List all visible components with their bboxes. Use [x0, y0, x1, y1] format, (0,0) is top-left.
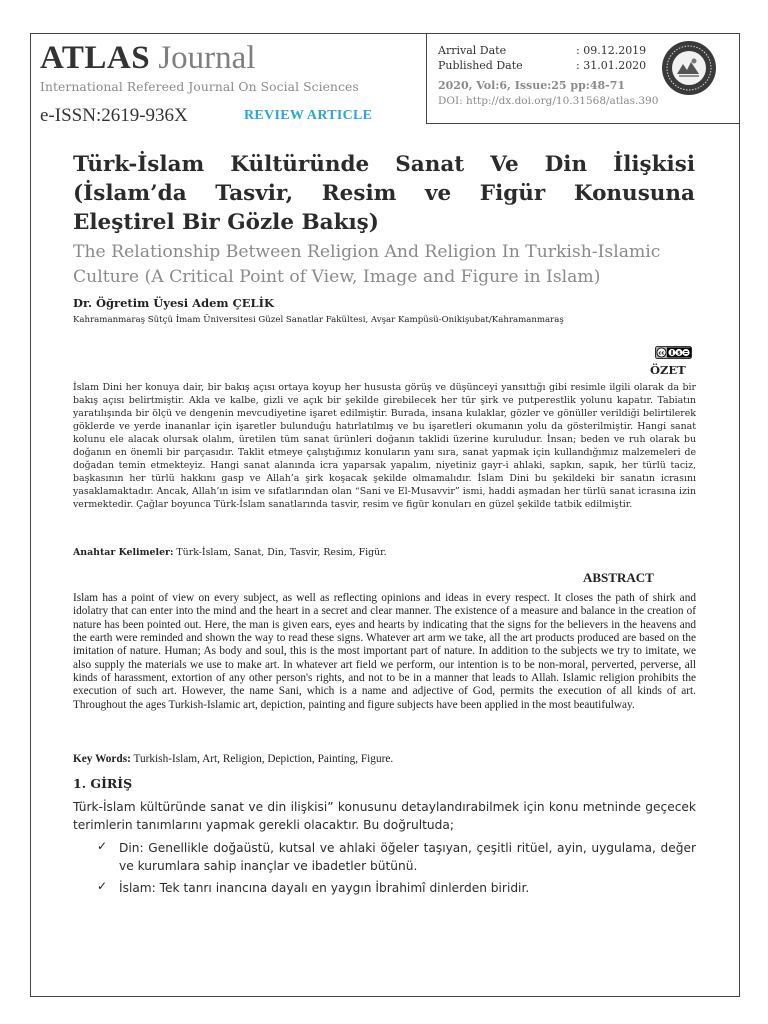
volume-line: 2020, Vol:6, Issue:25 pp:48-71: [438, 79, 626, 92]
article-title-english: The Relationship Between Religion And Religion In Turkish-Islamic Culture (A Critical Point of View, Image and Figure in Islam): [73, 242, 661, 287]
article-title: Türk-İslam Kültüründe Sanat Ve Din İlişkisi (İslam’da Tasvir, Resim ve Figür Konusuna Eleştirel Bir Gözle Bakış): [73, 152, 695, 235]
journal-word: Journal: [158, 40, 256, 76]
arrival-date-label: Arrival Date: [438, 44, 507, 57]
section-heading: 1. GİRİŞ: [73, 776, 133, 791]
ozet-text: İslam Dini her konuya dair, bir bakış açısı ortaya koyup her hususta görüş ve düşünceyi yansıttığı gibi resimle ilgili olarak da bir bakış açısı belirtmiştir. Akla ve kalbe, gizli ve açık bir şekilde girebilecek her tür şirk ve putperestlik yolunu kapatır. Tabiatın yaratılışında bir ölçü ve dengenin mevcudiyetine işaret edilmiştir. Burada, insana kulaklar, gözler ve gönüller verildiği belirtilerek göklerde ve yerde inananlar için işaretler bulunduğu hatırlatılmış ve bu işaretleri okumanın yolu da gösterilmiştir. Hangi sanat kolunu ele alacak olursak olalım, üretilen tüm sanat ürünleri doğanın taklidi üzerine kuruludur. İnsan; beden ve ruh olarak bu doğanın en önemli bir parçasıdır. Taklit etmeye çalıştığımız konuların yanı sıra, sanat yapmak için kullandığımız malzemeleri de doğadan temin etmekteyiz. Hangi sanat alanında icra yaparsak yapalım, niyetiniz gayr-i ahlaki, sapkın, sapık, her türlü taciz, başkasının her türlü hakkını gasp ve Allah’a şirk koşacak şekilde olmamalıdır. İslam Dini bu şekildeki bir sanatın icrasını yasaklamaktadır. Ancak, Allah’ın isim ve sıfatlarından olan “Sani ve El-Musavvir” ismi, haddi aşmadan her türlü sanat icrasına izin vermektedir. Çağlar boyunca Türk-İslam sanatlarında tasvir, resim ve figür konuları en güzel şekilde tatbik edilmiştir.: [73, 382, 696, 511]
abstract-heading: ABSTRACT: [583, 570, 654, 585]
author-affiliation: Kahramanmaraş Sütçü İmam Üniversitesi Güzel Sanatlar Fakültesi, Avşar Kampüsü-Onikişubat/Kahramanmaraş: [73, 315, 564, 325]
ozet-heading: ÖZET: [650, 363, 686, 377]
arrival-date-row: [438, 44, 646, 57]
abstract-text: Islam has a point of view on every subject, as well as reflecting opinions and ideas in every respect. It closes the path of shirk and idolatry that can enter into the mind and the heart in a secret and clear manner. The existence of a measure and balance in the creation of nature has been pointed out. Here, the man is given ears, eyes and hearts by indicating that the signs for the believers in the heavens and the earth were reminded and shown the way to read these signs. Whatever art arm we take, all the art products produced are based on the imitation of nature. Human; As body and soul, this is the most important part of nature. In addition to the subjects we try to imitate, we also supply the materials we use to make art. In whatever art field we perform, our intention is to be non-moral, perverted, perverse, all kinds of harassment, extortion of any other person's rights, and not to be in a manner that leads to Allah. Islamic religion prohibits the execution of such art. However, the name Sani, which is a name and adjective of God, permits the execution of all kinds of art. Throughout the ages Turkish-Islamic art, depiction, painting and figure subjects have been applied in the most beautifulway.: [73, 592, 696, 711]
author-name: Dr. Öğretim Üyesi Adem ÇELİK: [73, 296, 274, 310]
journal-name: ATLAS: [40, 40, 151, 76]
checkmark-icon: ✓: [97, 879, 108, 893]
bullet-din: Din: Genellikle doğaüstü, kutsal ve ahlaki öğeler taşıyan, çeşitli ritüel, ayin, uygulama, değer ve kurumlara sahip inançlar ve ibadetler bütünü.: [119, 841, 696, 873]
published-date-label: Published Date: [438, 59, 523, 72]
ozet-keywords-list: Türk-İslam, Sanat, Din, Tasvir, Resim, Figür.: [173, 547, 387, 558]
issn: e-ISSN:2619-936X: [40, 105, 188, 126]
section-intro: Türk-İslam kültüründe sanat ve din ilişkisi” konusunu detaylandırabilmek için konu metninde geçecek terimlerin tanımlarını yapmak gerekli olacaktır. Bu doğrultuda;: [73, 800, 696, 832]
published-date-row: [438, 59, 646, 72]
journal-seal-icon: [661, 40, 717, 96]
doi-link[interactable]: DOI: http://dx.doi.org/10.31568/atlas.390: [438, 95, 659, 107]
ozet-keywords: [73, 547, 387, 558]
cc-by-nc-nd-icon: [655, 346, 692, 359]
abstract-keywords-label: Key Words:: [73, 753, 131, 765]
abstract-keywords-list: Turkish-Islam, Art, Religion, Depiction, Painting, Figure.: [130, 753, 394, 765]
article-type: REVIEW ARTICLE: [244, 108, 373, 123]
arrival-date-value: : 09.12.2019: [576, 44, 647, 57]
bullet-islam: İslam: Tek tanrı inancına dayalı en yaygın İbrahimî dinlerden biridir.: [119, 881, 530, 895]
svg-text:$: $: [677, 350, 681, 357]
ozet-keywords-label: Anahtar Kelimeler:: [73, 547, 174, 558]
journal-subtitle: International Refereed Journal On Social Sciences: [40, 80, 359, 94]
published-date-value: : 31.01.2020: [576, 59, 647, 72]
checkmark-icon: ✓: [97, 839, 108, 853]
journal-logo: [40, 40, 256, 76]
abstract-keywords: [73, 753, 393, 765]
svg-text:cc: cc: [658, 350, 665, 357]
